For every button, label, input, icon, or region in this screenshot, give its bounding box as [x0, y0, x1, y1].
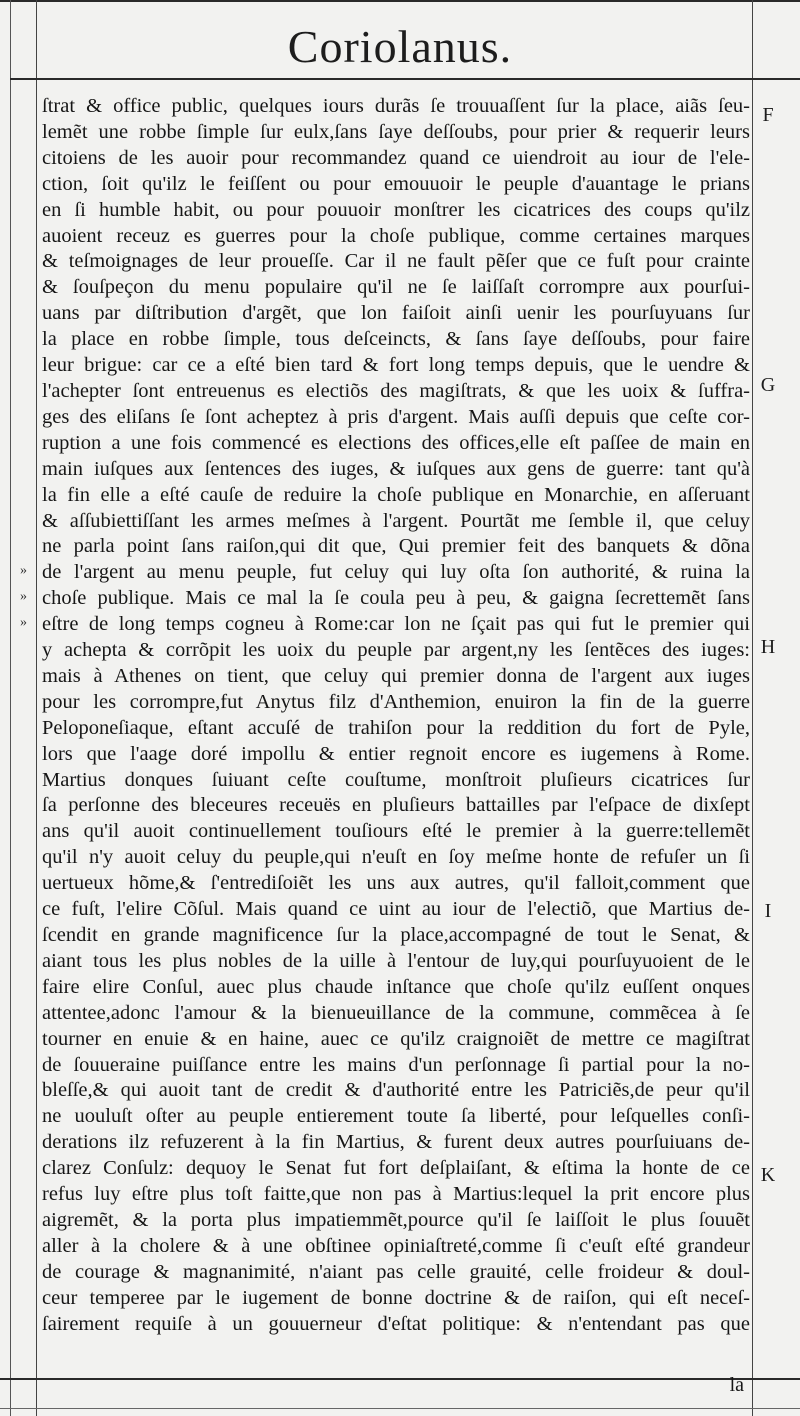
text-line: de l'argent au menu peuple, fut celuy qui luy oſta ſon authorité, & ruina la [42, 561, 750, 584]
text-line: en ſi humble habit, ou pour pouuoir monſtrer les cicatrices des coups qu'ilz [42, 198, 750, 221]
text-line: uertueux hõme,& ſ'entrediſoiẽt les uns aux autres, qu'il falloit,comment que [42, 872, 750, 895]
text-line: qu'il n'y auoit celuy du peuple,qui n'euſt en ſoy meſme honte de refuſer un ſi [42, 846, 750, 869]
text-line: clarez Conſulz: dequoy le Senat fut fort deſplaiſant, & eſtima la honte de ce [42, 1157, 750, 1180]
text-line: eſtre de long temps cogneu à Rome:car lon ne ſçait pas qui fut le premier qui [42, 613, 750, 636]
text-line: refus luy eſtre plus toſt faitte,que non pas à Martius:lequel la prit encore plus [42, 1183, 750, 1206]
header-rule [10, 78, 800, 80]
text-line: ges des eliſans ſe ſont acheptez à pris d'argent. Mais auſſi depuis que ceſte cor- [42, 405, 750, 428]
text-line: aller à la cholere & à une obſtinee opiniaſtreté,comme ſi c'euſt eſté grandeur [42, 1234, 750, 1257]
text-line: ction, ſoit qu'ilz le feiſſent ou pour emouuoir le peuple d'auantage le prians [42, 172, 750, 195]
text-line: la fin elle a eſté cauſe de reduire la choſe publique en Monarchie, en aſſeruant [42, 483, 750, 506]
text-line: & teſmoignages de leur proueſſe. Car il ne fault pẽſer que ce fuſt pour crainte [42, 250, 750, 273]
text-line: attentee,adonc l'amour & la bienueuillance de la commune, commẽcea à ſe [42, 1001, 750, 1024]
text-line: ceur temperee par le iugement de bonne doctrine & de raiſon, qui eſt neceſ- [42, 1286, 750, 1309]
top-rule [0, 0, 800, 2]
text-line: derations ilz refuzerent à la fin Martius, & furent deux autres pourſuiuans de- [42, 1131, 750, 1154]
quote-mark: » [20, 589, 27, 604]
margin-letter-f: F [762, 104, 774, 126]
footer-rule [0, 1378, 800, 1380]
footer-rule-lower [0, 1408, 800, 1409]
right-text-rule [752, 0, 753, 1416]
text-line: l'achepter ſont entreuenus es electiõs des magiſtrats, & que les uoix & ſuffra- [42, 379, 750, 402]
text-line: citoiens de les auoir pour recommandez quand ce uiendroit au iour de l'ele- [42, 146, 750, 169]
text-line: de ſouueraine puiſſance entre les mains d'un perſonnage ſi partial pour la no- [42, 1053, 750, 1076]
body-text [42, 94, 750, 1338]
text-line: y achepta & corrõpit les uoix du peuple par argent,ny les ſentẽces des iuges: [42, 639, 750, 662]
text-line: tourner en enuie & en haine, auec ce qu'ilz craignoiẽt de mettre ce magiſtrat [42, 1027, 750, 1050]
margin-letter-h: H [760, 636, 776, 658]
text-line: ſa perſonne des bleceures receuës en pluſieurs battailles par l'eſpace de dixſept [42, 794, 750, 817]
margin-letter-g: G [760, 374, 776, 396]
text-line: faire elire Conſul, auec plus chaude inſtance que choſe qu'ilz euſſent onques [42, 975, 750, 998]
text-line: de courage & magnanimité, n'aiant pas celle grauité, celle froideur & doul- [42, 1260, 750, 1283]
text-line: choſe publique. Mais ce mal la ſe coula peu à peu, & gaigna ſecrettemẽt ſans [42, 587, 750, 610]
text-line: auoient receuz es guerres pour la choſe publique, comme certaines marques [42, 224, 750, 247]
quote-mark: » [20, 615, 27, 630]
left-text-rule [36, 0, 37, 1416]
text-line: main iuſques aux ſentences des iuges, & iuſques aux gens de guerre: tant qu'à [42, 457, 750, 480]
text-line: lors que l'aage doré impollu & entier regnoit encore es iugemens à Rome. [42, 742, 750, 765]
text-line: ſtrat & office public, quelques iours durãs ſe trouuaſſent ſur la place, aiãs ſeu- [42, 95, 750, 117]
text-line: Martius donques ſuiuant ceſte couſtume, monſtroit pluſieurs cicatrices ſur [42, 768, 750, 791]
text-line: aigremẽt, & la porta plus impatiemmẽt,pource qu'il ſe laiſſoit le plus ſouuẽt [42, 1208, 750, 1231]
text-line: ans qu'il auoit continuellement touſiours eſté le premier à la guerre:tellemẽt [42, 820, 750, 843]
text-line: aiant tous les plus nobles de la uille à l'entour de luy,qui pourſuyuoient de le [42, 949, 750, 972]
text-line: ne parla point ſans raiſon,qui dit que, Qui premier feit des banquets & dõna [42, 535, 750, 558]
text-line: ruption a une fois commencé es elections des offices,elle eſt paſſee de main en [42, 431, 750, 454]
text-line: ſcendit en grande magnificence ſur la place,accompagné de tout le Senat, & [42, 924, 750, 946]
text-line: leur brigue: car ce a eſté bien tard & fort long temps depuis, que le uendre & [42, 354, 750, 377]
running-head: Coriolanus. [287, 21, 513, 72]
margin-letter-i: I [764, 900, 772, 922]
text-line: Peloponeſiaque, eſtant accuſé de trahiſon pour la reddition du fort de Pyle, [42, 716, 750, 739]
text-line: bleſſe,& qui auoit tant de credit & d'authorité entre les Patriciẽs,de peur qu'il [42, 1079, 750, 1102]
text-line: uans par diſtribution d'argẽt, que lon faiſoit ainſi uenir les pourſuyuans ſur [42, 302, 750, 325]
text-line: ne uouluſt oſter au peuple entierement toute ſa liberté, pour leſquelles conſi- [42, 1105, 750, 1128]
text-line: & ſouſpeçon du menu populaire qu'il ne ſe laiſſaſt corrompre aux pourſui- [42, 276, 750, 299]
text-line: la place en robbe ſimple, tous deſceincts, & ſans ſaye deſſoubs, pour faire [42, 328, 750, 351]
text-line: ce fuſt, l'elire Cõſul. Mais quand ce uint au iour de l'electiõ, que Martius de- [42, 898, 750, 921]
margin-letter-k: K [760, 1164, 776, 1186]
catchword: la [729, 1374, 744, 1396]
text-line: mais à Athenes on tient, que celuy qui premier donna de l'argent aux iuges [42, 664, 750, 687]
left-frame-rule [10, 0, 11, 1416]
text-line: & aſſubiettiſſant les armes meſmes à l'argent. Pourtãt me ſemble il, que celuy [42, 509, 750, 532]
text-line: pour les corrompre,fut Anytus filz d'Anthemion, enuiron la fin de la guerre [42, 690, 750, 713]
text-line: ſairement requiſe à un gouuerneur d'eſtat politique: & n'entendant pas que [42, 1312, 750, 1335]
text-line: lemẽt une robbe ſimple ſur eulx,ſans ſaye deſſoubs, pour prier & requerir leurs [42, 120, 750, 143]
quote-mark: » [20, 563, 27, 578]
